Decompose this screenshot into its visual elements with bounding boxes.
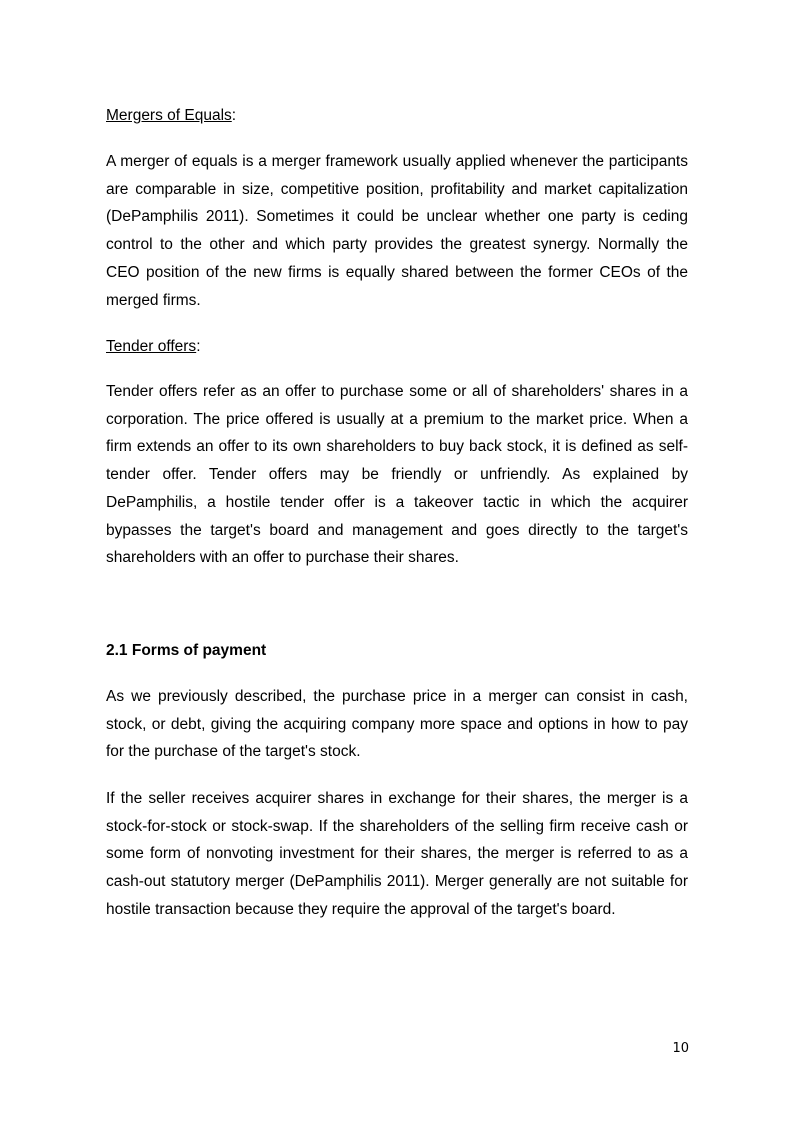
tender-offers-heading-colon: : [196,338,201,355]
mergers-of-equals-heading [106,106,688,126]
mergers-of-equals-heading-colon: : [231,107,237,124]
tender-offers-paragraph: Tender offers refer as an offer to purchase some or all of shareholders' shares in a corporation. The price offered is usually at a premium to the market price. When a firm extends an offer to its own shareholders to buy back stock, it is defined as self-tender offer. Tender offers may be friendly or unfriendly. As explained by DePamphilis, a hostile tender offer is a takeover tactic in which the acquirer bypasses the target's board and management and goes directly to the target's shareholders with an offer to purchase their shares. [106,383,688,567]
forms-of-payment-paragraph-1: As we previously described, the purchase price in a merger can consist in cash, stock, or debt, giving the acquiring company more space and options in how to pay for the purchase of the target's stock. [106,688,688,761]
tender-offers-heading-text: Tender offers [106,338,197,355]
forms-of-payment-heading: 2.1 Forms of payment [106,642,267,659]
mergers-of-equals-paragraph: A merger of equals is a merger framework usually applied whenever the participants are comparable in size, competitive position, profitability and market capitalization (DePamphilis 2011). Sometimes it could be unclear whether one party is ceding control to the other and which party provides the greatest synergy. Normally the CEO position of the new firms is equally shared between the former CEOs of the merged firms. [106,153,688,309]
tender-offers-heading [106,337,688,357]
forms-of-payment-paragraph-2: If the seller receives acquirer shares in exchange for their shares, the merger is a stock-for-stock or stock-swap. If the shareholders of the selling firm receive cash or some form of nonvoting investment for their shares, the merger is referred to as a cash-out statutory merger (DePamphilis 2011). Merger generally are not suitable for hostile transaction because they require the approval of the target's board. [106,790,688,918]
page-number: 10 [672,1041,689,1056]
mergers-of-equals-heading-text: Mergers of Equals [106,107,232,124]
